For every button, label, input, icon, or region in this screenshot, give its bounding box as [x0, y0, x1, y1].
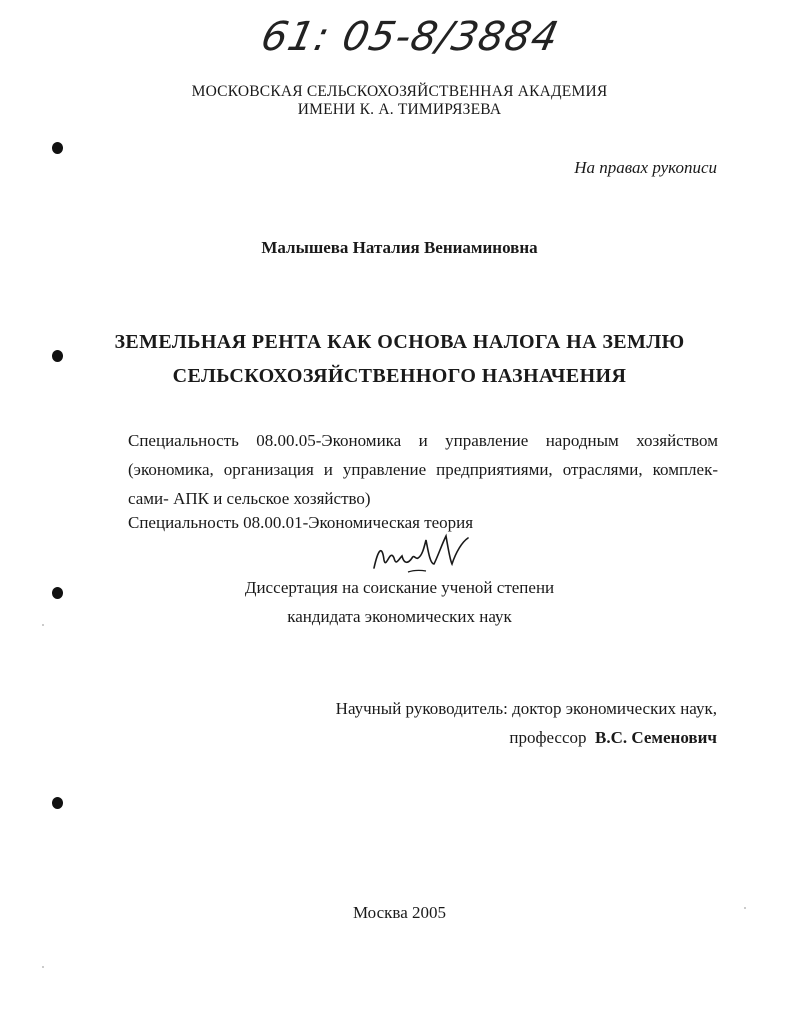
advisor-name: В.С. Семенович — [595, 728, 717, 747]
archive-number-left: 61: 05-8/ — [257, 14, 458, 60]
punch-hole-mark — [52, 142, 63, 154]
dissertation-degree — [0, 573, 799, 631]
rights-note: На правах рукописи — [574, 158, 717, 177]
title-line-1: ЗЕМЕЛЬНАЯ РЕНТА КАК ОСНОВА НАЛОГА НА ЗЕМЛЮ — [114, 331, 685, 353]
advisor-title: профессор — [509, 728, 587, 747]
dissertation-line-1: Диссертация на соискание ученой степени — [244, 578, 555, 597]
city-year: Москва 2005 — [352, 903, 447, 922]
dissertation-title — [0, 325, 799, 393]
advisor-line-2 — [336, 723, 717, 752]
institution-name: МОСКОВСКАЯ СЕЛЬСКОХОЗЯЙСТВЕННАЯ АКАДЕМИЯ — [191, 83, 608, 100]
specialty-primary-line-2: (экономика, организация и управление предприятиями, отраслями, комплек- — [128, 460, 718, 479]
specialty-primary — [128, 426, 718, 513]
institution-subtitle: ИМЕНИ К. А. ТИМИРЯЗЕВА — [297, 101, 502, 118]
archive-number-right: 3884 — [447, 14, 564, 60]
punch-hole-mark — [52, 587, 63, 599]
author-name: Малышева Наталия Вениаминовна — [261, 238, 538, 257]
specialty-primary-line-3: сами- АПК и сельское хозяйство) — [128, 489, 371, 508]
specialty-primary-line-1: Специальность 08.00.05-Экономика и управление народным хозяйством — [128, 431, 718, 450]
scan-speck — [42, 966, 44, 968]
archive-number — [257, 14, 563, 60]
scan-speck — [744, 907, 746, 909]
dissertation-line-2: кандидата экономических наук — [287, 607, 512, 626]
scientific-advisor — [336, 694, 717, 752]
scan-speck — [42, 624, 44, 626]
punch-hole-mark — [52, 350, 63, 362]
advisor-line-1: Научный руководитель: доктор экономических наук, — [335, 699, 717, 718]
title-line-2: СЕЛЬСКОХОЗЯЙСТВЕННОГО НАЗНАЧЕНИЯ — [172, 365, 627, 387]
punch-hole-mark — [52, 797, 63, 809]
specialty-secondary: Специальность 08.00.01-Экономическая теория — [128, 513, 474, 532]
